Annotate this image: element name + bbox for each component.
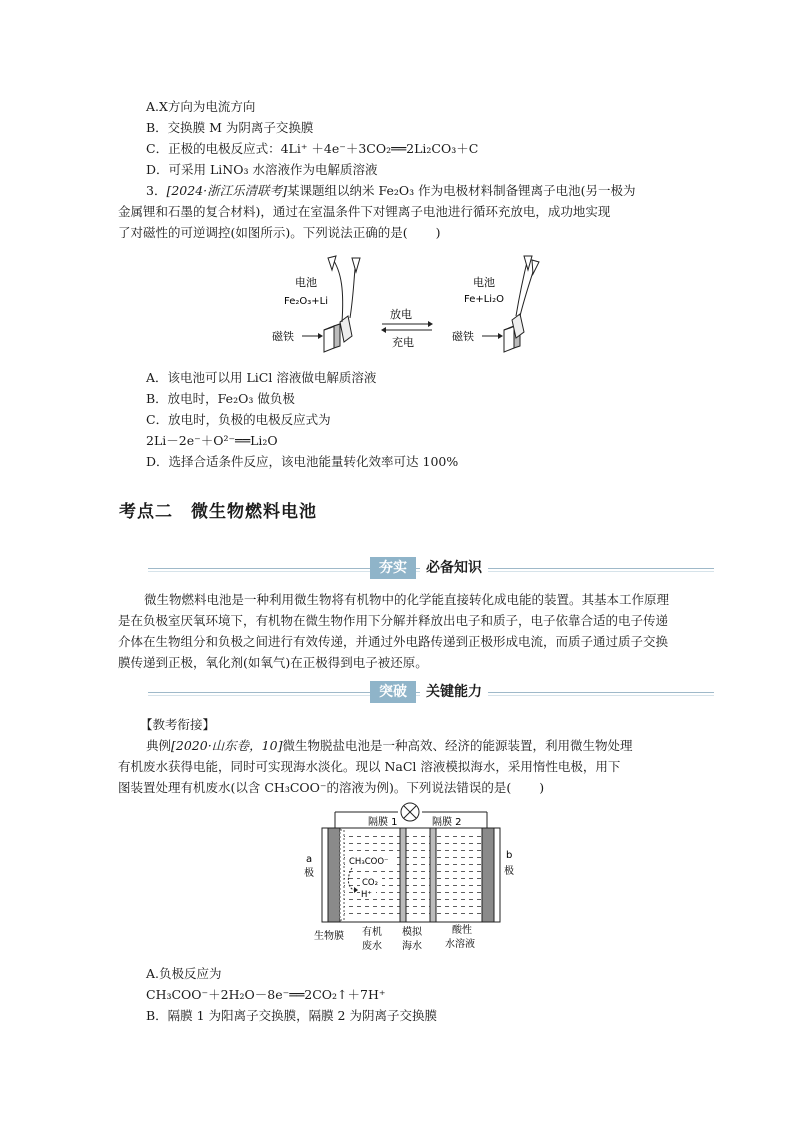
left-battery-label: 电池 [295, 276, 317, 289]
section-title: 考点二 微生物燃料电池 [119, 502, 317, 522]
desalination-cell-figure [300, 798, 530, 960]
q3-stem-line3 [118, 224, 441, 242]
charge-arrowhead [381, 327, 386, 333]
q2-option-a: A.X方向为电流方向 [146, 99, 256, 114]
q3-option-b: B．放电时，Fe₂O₃ 做负极 [146, 391, 295, 406]
acid-solution-region [436, 834, 482, 920]
electrode-b-label-2: 极 [504, 866, 514, 877]
example-line3 [118, 779, 544, 797]
charge-label: 充电 [392, 336, 414, 349]
q3-stem-close: ) [435, 225, 441, 240]
q3-option-c-equation: 2Li－2e⁻＋O²⁻══Li₂O [146, 433, 278, 448]
banner-key-ability [148, 680, 714, 706]
biofilm [340, 830, 344, 920]
q2-option-b: B．交换膜 M 为阴离子交换膜 [146, 120, 314, 135]
left-magnet-block [324, 324, 340, 352]
q3-option-a: A．该电池可以用 LiCl 溶液做电解质溶液 [146, 370, 377, 385]
example-source: [2020·山东卷，10] [171, 738, 283, 753]
acid-label-2: 水溶液 [445, 939, 475, 950]
q3-source: [2024·浙江乐清联考] [166, 183, 287, 198]
electrode-a-label-2: 极 [304, 868, 314, 879]
right-battery-label: 电池 [473, 276, 495, 289]
species-h-plus: H⁺ [361, 890, 372, 900]
left-battery-content: Fe₂O₃+Li [284, 296, 328, 307]
left-magnet-arrowhead [318, 333, 323, 339]
right-magnet-arrowhead [498, 333, 503, 339]
seawater-label-1: 模拟 [402, 927, 422, 938]
q3-option-d: D．选择合适条件反应，该电池能量转化效率可达 100% [146, 454, 459, 469]
q2-option-d: D．可采用 LiNO₃ 水溶液作为电解质溶液 [146, 162, 378, 177]
organic-label-1: 有机 [362, 927, 382, 938]
biofilm-label: 生物膜 [314, 931, 344, 942]
organic-label-2: 废水 [362, 941, 382, 952]
example-close: ) [539, 780, 545, 795]
knowledge-paragraph: 微生物燃料电池是一种利用微生物将有机物中的化学能直接转化成电能的装置。其基本工作原理是在负极室厌氧环境下，有机物在微生物作用下分解并释放出电子和质子，电子依靠合适的电子传递介体在生物组分和负极之间进行有效传递，并通过外电路传递到正极形成电流，而质子通过质子交换膜传递到正极，氧化剂(如氧气)在正极得到电子被还原。 [118, 592, 670, 670]
right-magnet-label: 磁铁 [452, 330, 474, 343]
example-prefix: 典例 [146, 738, 172, 753]
example-option-a-equation: CH₃COO⁻＋2H₂O－8e⁻══2CO₂↑＋7H⁺ [146, 987, 386, 1002]
example-option-a: A.负极反应为 [146, 966, 222, 981]
left-magnet-label: 磁铁 [272, 330, 294, 343]
banner-essential-knowledge [148, 556, 714, 582]
q2-option-c: C．正极的电极反应式：4Li⁺ ＋4e⁻＋3CO₂══2Li₂CO₃＋C [146, 141, 479, 156]
q3-stem-line1 [146, 182, 635, 200]
membrane-2-label: 隔膜 2 [432, 817, 462, 828]
example-heading: 【教考衔接】 [140, 717, 216, 732]
q3-number: 3． [146, 183, 167, 198]
example-line2: 有机废水获得电能，同时可实现海水淡化。现以 NaCl 溶液模拟海水，采用惰性电极，用下 [118, 759, 621, 774]
membrane-1-label: 隔膜 1 [368, 817, 398, 828]
membrane-2 [430, 828, 436, 922]
q3-stem-line2: 金属锂和石墨的复合材料)，通过在室温条件下对锂离子电池进行循环充放电，成功地实现 [118, 204, 611, 219]
example-text1: 微生物脱盐电池是一种高效、经济的能源装置，利用微生物处理 [282, 738, 633, 753]
discharge-label: 放电 [390, 308, 412, 321]
right-electrode-plates [512, 256, 539, 338]
example-text3: 图装置处理有机废水(以含 CH₃COO⁻的溶液为例)。下列说法错误的是( [118, 780, 512, 795]
lamp-icon [401, 803, 419, 821]
banner-badge: 夯实 [370, 557, 416, 579]
battery-magnet-figure [270, 252, 540, 362]
species-co2: CO₂ [362, 878, 379, 888]
discharge-arrowhead [428, 321, 433, 327]
banner-text: 必备知识 [420, 557, 488, 579]
q3-option-c: C．放电时，负极的电极反应式为 [146, 412, 331, 427]
seawater-label-2: 海水 [402, 941, 422, 952]
banner-badge: 突破 [370, 681, 416, 703]
q3-stem-text3: 了对磁性的可逆调控(如图所示)。下列说法正确的是( [118, 225, 408, 240]
right-battery-content: Fe+Li₂O [464, 294, 504, 305]
acid-label-1: 酸性 [452, 925, 472, 936]
q3-stem-text1: 某课题组以纳米 Fe₂O₃ 作为电极材料制备锂离子电池(另一极为 [287, 183, 636, 198]
electrode-a-label-1: a [306, 854, 313, 865]
example-option-b: B．隔膜 1 为阳离子交换膜，隔膜 2 为阴离子交换膜 [146, 1008, 437, 1023]
electrode-b-label-1: b [506, 850, 513, 861]
example-line1 [146, 737, 632, 755]
species-acetate: CH₃COO⁻ [349, 857, 389, 867]
membrane-1 [400, 828, 406, 922]
electrode-a [328, 828, 340, 922]
banner-text: 关键能力 [420, 681, 488, 703]
seawater-region [406, 834, 430, 920]
electrode-b [482, 828, 494, 922]
